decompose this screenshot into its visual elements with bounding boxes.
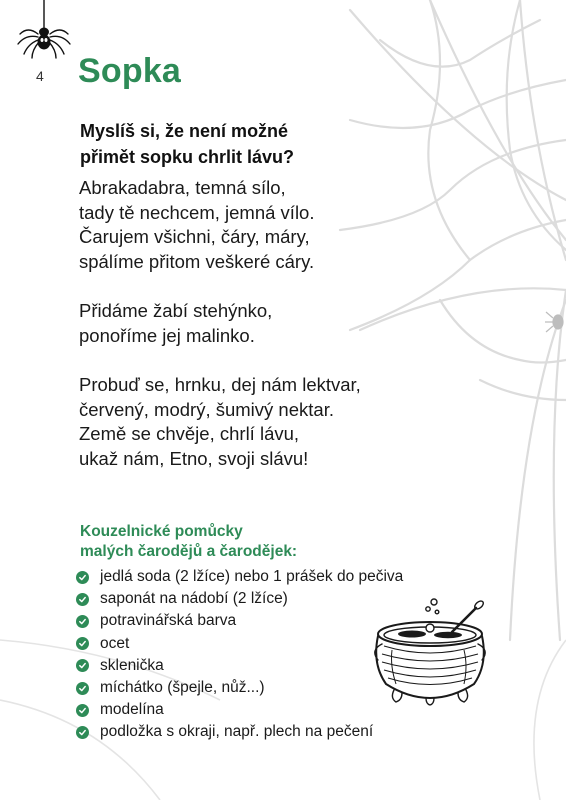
poem-line: Přidáme žabí stehýnko, — [79, 300, 273, 321]
supply-item — [76, 655, 403, 677]
intro-question — [80, 118, 380, 170]
check-circle-icon — [76, 637, 89, 650]
check-circle-icon — [76, 571, 89, 584]
spider-icon — [14, 0, 74, 66]
supply-item-text: sklenička — [100, 656, 164, 674]
question-line: Myslíš si, že není možné — [80, 121, 289, 141]
supplies-heading-line: malých čarodějů a čarodějek: — [80, 543, 298, 560]
poem-line: červený, modrý, šumivý nektar. — [79, 398, 334, 420]
check-circle-icon — [76, 726, 89, 739]
supply-item-text: saponát na nádobí (2 lžíce) — [100, 590, 288, 608]
supply-item — [76, 633, 403, 655]
supply-item-text: potravinářská barva — [100, 612, 237, 630]
poem-stanza — [79, 373, 409, 471]
supply-item — [76, 677, 403, 699]
poem-line: tady tě nechcem, jemná vílo. — [79, 201, 315, 223]
supply-item — [76, 721, 403, 743]
poem-line: ukaž nám, Etno, svoji slávu! — [79, 447, 309, 469]
page-number: 4 — [36, 68, 44, 84]
supply-item — [76, 610, 403, 632]
supply-item-text: modelína — [100, 701, 164, 719]
check-circle-icon — [76, 615, 89, 628]
cauldron-illustration — [368, 594, 492, 710]
poem-stanza — [79, 176, 409, 274]
supply-item — [76, 566, 403, 588]
poem-line: ponoříme jej malinko. — [79, 324, 255, 346]
supplies-heading-line: Kouzelnické pomůcky — [80, 523, 243, 540]
poem — [79, 176, 409, 496]
poem-line: spálíme přitom veškeré cáry. — [79, 250, 315, 272]
check-circle-icon — [76, 682, 89, 695]
supply-item-text: ocet — [100, 634, 130, 652]
supply-item-text: míchátko (špejle, nůž...) — [100, 679, 265, 697]
check-circle-icon — [76, 659, 89, 672]
page-title: Sopka — [78, 52, 182, 90]
supply-item — [76, 699, 403, 721]
check-circle-icon — [76, 704, 89, 717]
check-circle-icon — [76, 593, 89, 606]
small-spider-icon — [545, 312, 563, 332]
supplies-list — [76, 566, 403, 744]
question-line: přimět sopku chrlit lávu? — [80, 147, 295, 167]
supply-item-text: podložka s okraji, např. plech na pečení — [100, 723, 374, 741]
supply-item-text: jedlá soda (2 lžíce) nebo 1 prášek do pečiva — [100, 568, 404, 586]
poem-line: Abrakadabra, temná sílo, — [79, 177, 286, 198]
supplies-heading — [80, 522, 340, 562]
poem-line: Probuď se, hrnku, dej nám lektvar, — [79, 374, 361, 395]
poem-line: Země se chvěje, chrlí lávu, — [79, 423, 300, 444]
poem-line: Čarujem všichni, čáry, máry, — [79, 226, 310, 247]
poem-stanza — [79, 299, 409, 348]
supply-item — [76, 588, 403, 610]
